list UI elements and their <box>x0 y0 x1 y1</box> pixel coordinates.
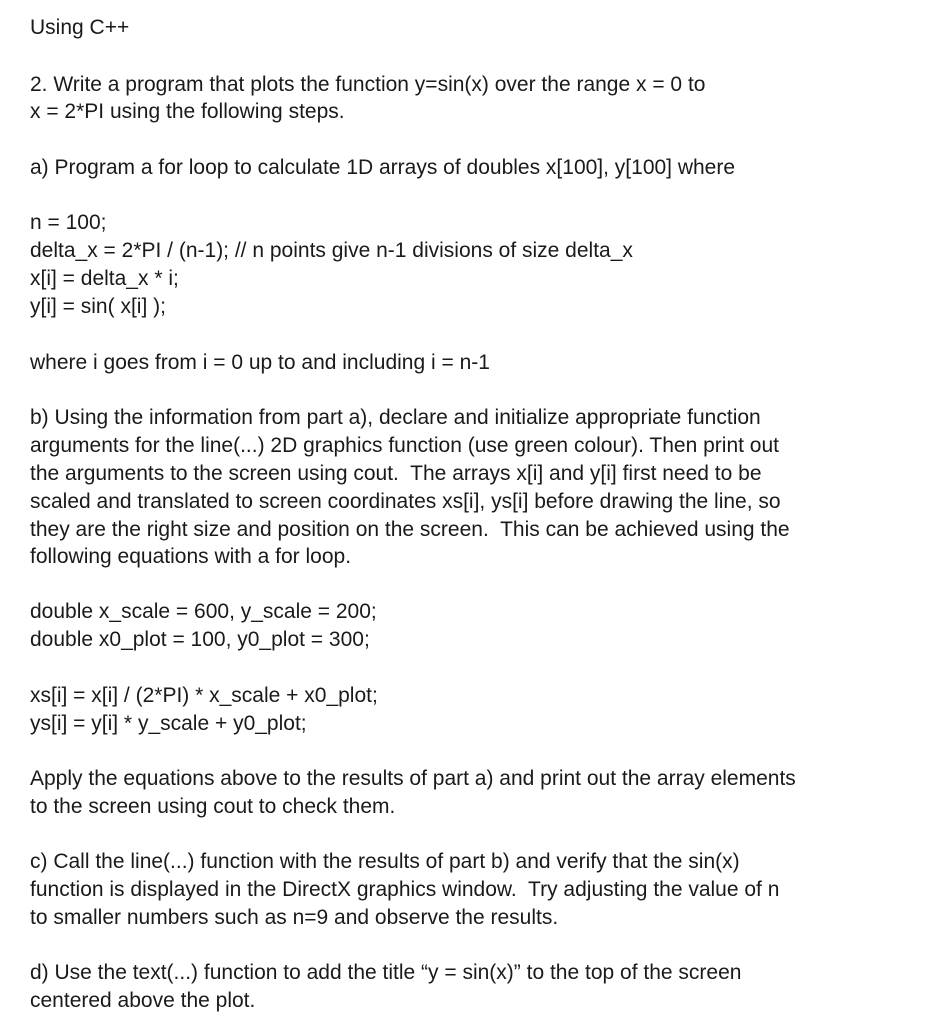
part-c-line-3: to smaller numbers such as n=9 and observe the results. <box>30 906 559 929</box>
code-y: y[i] = sin( x[i] ); <box>30 295 166 318</box>
apply-line-2: to the screen using cout to check them. <box>30 795 396 818</box>
part-a-where: where i goes from i = 0 up to and including i = n-1 <box>30 351 490 374</box>
part-b-line-5: they are the right size and position on the screen. This can be achieved using the <box>30 518 790 541</box>
code-scale: double x_scale = 600, y_scale = 200; <box>30 600 377 623</box>
part-c-line-2: function is displayed in the DirectX graphics window. Try adjusting the value of n <box>30 878 780 901</box>
code-xs: xs[i] = x[i] / (2*PI) * x_scale + x0_plot; <box>30 684 378 707</box>
code-n: n = 100; <box>30 211 107 234</box>
part-b-line-3: the arguments to the screen using cout. The arrays x[i] and y[i] first need to be <box>30 462 762 485</box>
q2-line-2: x = 2*PI using the following steps. <box>30 100 345 123</box>
q2-line-1: 2. Write a program that plots the function y=sin(x) over the range x = 0 to <box>30 73 706 96</box>
part-d-line-1: d) Use the text(...) function to add the title “y = sin(x)” to the top of the screen <box>30 961 742 984</box>
part-b-line-4: scaled and translated to screen coordinates xs[i], ys[i] before drawing the line, so <box>30 490 781 513</box>
part-b-line-2: arguments for the line(...) 2D graphics function (use green colour). Then print out <box>30 434 779 457</box>
apply-line-1: Apply the equations above to the results of part a) and print out the array elements <box>30 767 796 790</box>
code-delta: delta_x = 2*PI / (n-1); // n points give n-1 divisions of size delta_x <box>30 239 633 262</box>
code-offset: double x0_plot = 100, y0_plot = 300; <box>30 628 370 651</box>
code-x: x[i] = delta_x * i; <box>30 267 179 290</box>
heading: Using C++ <box>30 16 130 39</box>
part-b-line-6: following equations with a for loop. <box>30 545 352 568</box>
part-d-line-2: centered above the plot. <box>30 989 256 1012</box>
part-c-line-1: c) Call the line(...) function with the results of part b) and verify that the sin(x) <box>30 850 740 873</box>
code-ys: ys[i] = y[i] * y_scale + y0_plot; <box>30 712 307 735</box>
part-b-line-1: b) Using the information from part a), declare and initialize appropriate function <box>30 406 761 429</box>
part-a-intro: a) Program a for loop to calculate 1D arrays of doubles x[100], y[100] where <box>30 156 736 179</box>
